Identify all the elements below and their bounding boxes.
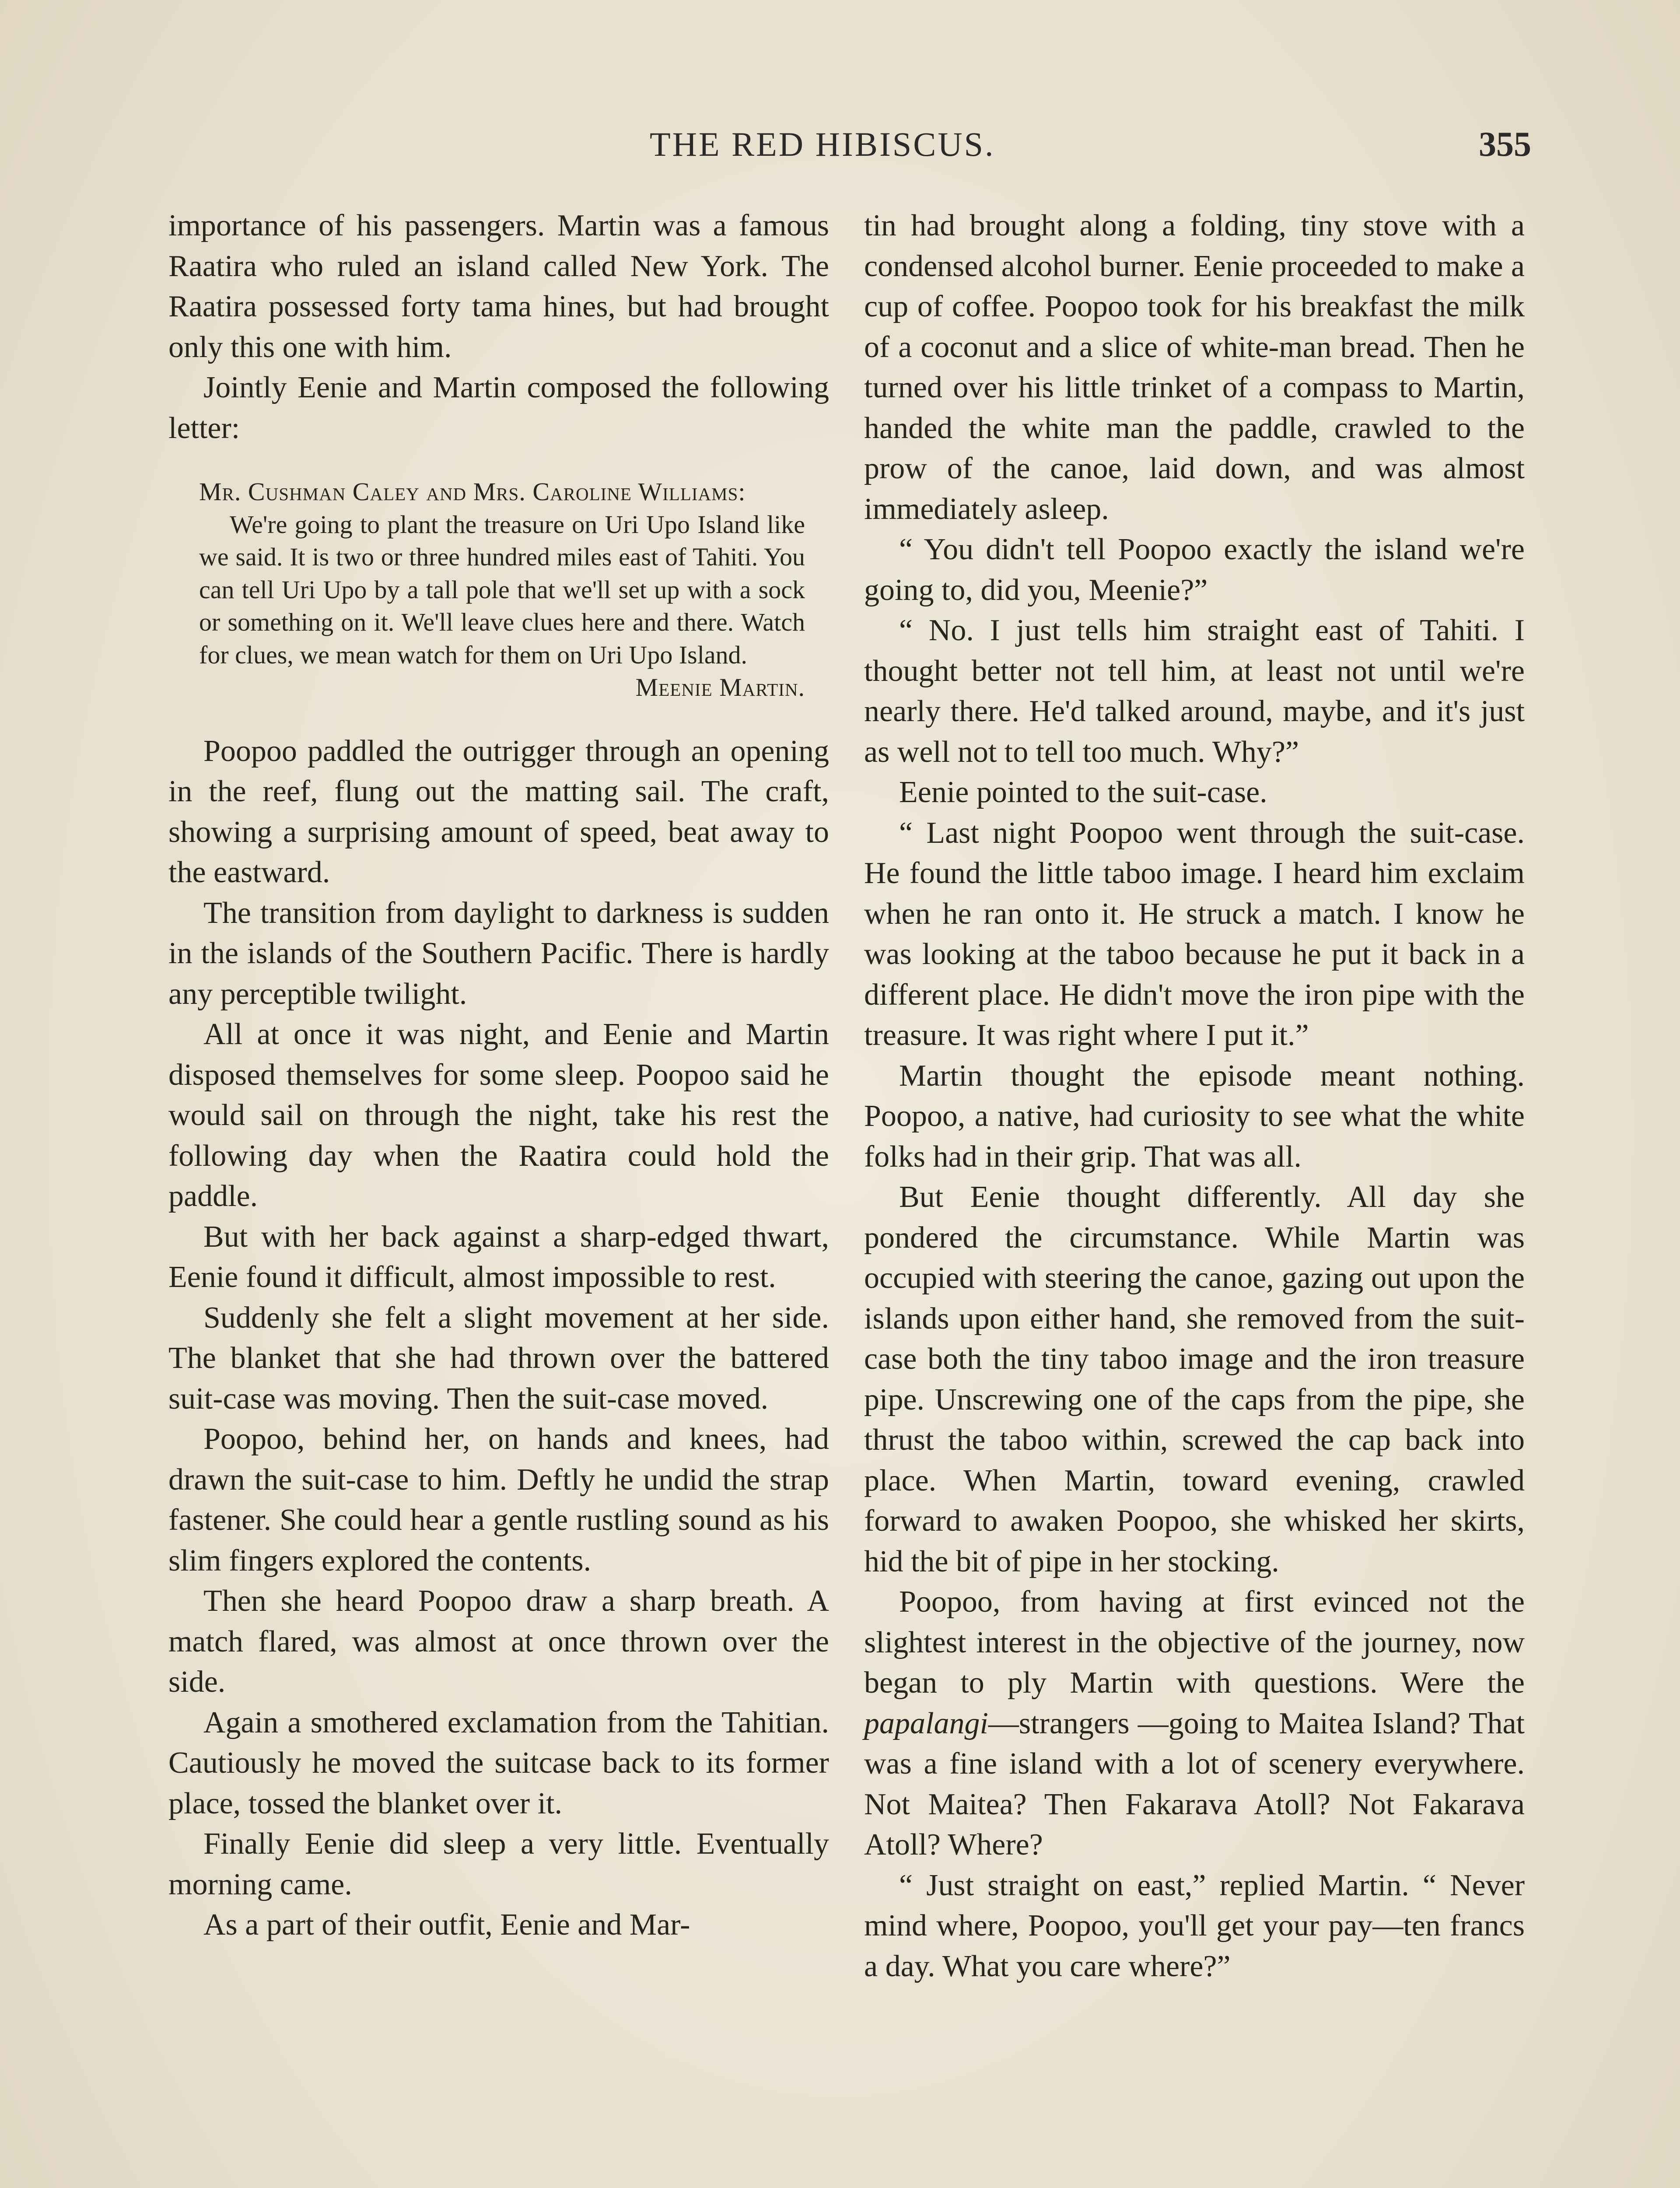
page-number: 355 <box>1479 125 1531 164</box>
paragraph: All at once it was night, and Eenie and Martin disposed themselves for some sleep. Poopoo said he would sail on through the night, take his rest the following day when the Raatira could hold the paddle. <box>168 1017 829 1213</box>
paragraph: Jointly Eenie and Martin composed the following letter: <box>168 371 829 445</box>
paragraph: But Eenie thought differently. All day she pondered the circumstance. While Martin was occupied with steering the canoe, gazing out upon the islands upon either hand, she removed from the suit-case both the tiny taboo image and the iron treasure pipe. Unscrewing one of the caps from the pipe, she thrust the taboo within, screwed the cap back into place. When Martin, toward evening, crawled forward to awaken Poopoo, she whisked her skirts, hid the bit of pipe in her stocking. <box>864 1180 1525 1578</box>
right-column <box>864 206 1525 1987</box>
paragraph: “ Just straight on east,” replied Martin. “ Never mind where, Poopoo, you'll get your pay—ten francs a day. What you care where?” <box>864 1868 1525 1983</box>
paragraph: tin had brought along a folding, tiny stove with a condensed alcohol burner. Eenie proceeded to make a cup of coffee. Poopoo took for his breakfast the milk of a coconut and a slice of white-man bread. Then he turned over his little trinket of a compass to Martin, handed the white man the paddle, crawled to the prow of the canoe, laid down, and was almost immediately asleep. <box>864 209 1525 526</box>
paragraph: “ No. I just tells him straight east of Tahiti. I thought better not tell him, at least not until we're nearly there. He'd talked around, maybe, and it's just as well not to tell too much. Why?” <box>864 614 1525 769</box>
paragraph: But with her back against a sharp-edged thwart, Eenie found it difficult, almost impossible to rest. <box>168 1220 829 1294</box>
running-title: THE RED HIBISCUS. <box>650 125 995 163</box>
letter-block <box>199 476 805 704</box>
paragraph-text: —strangers —going to Maitea Island? That was a fine island with a lot of scenery everywhere. Not Maitea? Then Fakarava Atoll? Not Fakarava Atoll? Where? <box>864 1706 1525 1862</box>
paragraph: As a part of their outfit, Eenie and Mar- <box>203 1908 690 1942</box>
page-header <box>166 125 1531 168</box>
paragraph: The transition from daylight to darkness is sudden in the islands of the Southern Pacific. There is hardly any perceptible twilight. <box>168 896 829 1011</box>
letter-address: Mr. Cushman Caley and Mrs. Caroline Williams: <box>199 477 746 506</box>
paragraph: Poopoo, behind her, on hands and knees, had drawn the suit-case to him. Deftly he undid the strap fastener. She could hear a gentle rustling sound as his slim fingers explored the contents. <box>168 1422 829 1578</box>
paragraph: “ You didn't tell Poopoo exactly the island we're going to, did you, Meenie?” <box>864 533 1525 607</box>
letter-body: We're going to plant the treasure on Uri Upo Island like we said. It is two or three hundred miles east of Tahiti. You can tell Uri Upo by a tall pole that we'll set up with a sock or something on it. We'll leave clues here and there. Watch for clues, we mean watch for them on Uri Upo Island. <box>199 510 805 669</box>
paragraph: importance of his passengers. Martin was a famous Raatira who ruled an island called New York. The Raatira possessed forty tama hines, but had brought only this one with him. <box>168 209 829 364</box>
paragraph: Then she heard Poopoo draw a sharp breath. A match flared, was almost at once thrown over the side. <box>168 1584 829 1699</box>
paragraph: Finally Eenie did sleep a very little. Eventually morning came. <box>168 1827 829 1901</box>
paragraph: “ Last night Poopoo went through the suit-case. He found the little taboo image. I heard him exclaim when he ran onto it. He struck a match. I know he was looking at the taboo because he put it back in a different place. He didn't move the iron pipe with the treasure. It was right where I put it.” <box>864 816 1525 1052</box>
paragraph: Suddenly she felt a slight movement at her side. The blanket that she had thrown over the battered suit-case was moving. Then the suit-case moved. <box>168 1301 829 1416</box>
paragraph: Eenie pointed to the suit-case. <box>899 775 1267 809</box>
paragraph: Poopoo paddled the outrigger through an opening in the reef, flung out the matting sail. The craft, showing a surprising amount of speed, beat away to the eastward. <box>168 734 829 889</box>
italic-term: papalangi <box>864 1706 988 1740</box>
paragraph <box>864 1582 1525 1865</box>
paragraph: Again a smothered exclamation from the Tahitian. Cautiously he moved the suitcase back to its former place, tossed the blanket over it. <box>168 1705 829 1820</box>
paragraph: Martin thought the episode meant nothing. Poopoo, a native, had curiosity to see what the white folks had in their grip. That was all. <box>864 1059 1525 1174</box>
paragraph-text: Poopoo, from having at first evinced not the slightest interest in the objective of the journey, now began to ply Martin with questions. Were the <box>864 1585 1525 1700</box>
left-column <box>168 206 829 1946</box>
letter-signature: Meenie Martin. <box>635 673 805 701</box>
